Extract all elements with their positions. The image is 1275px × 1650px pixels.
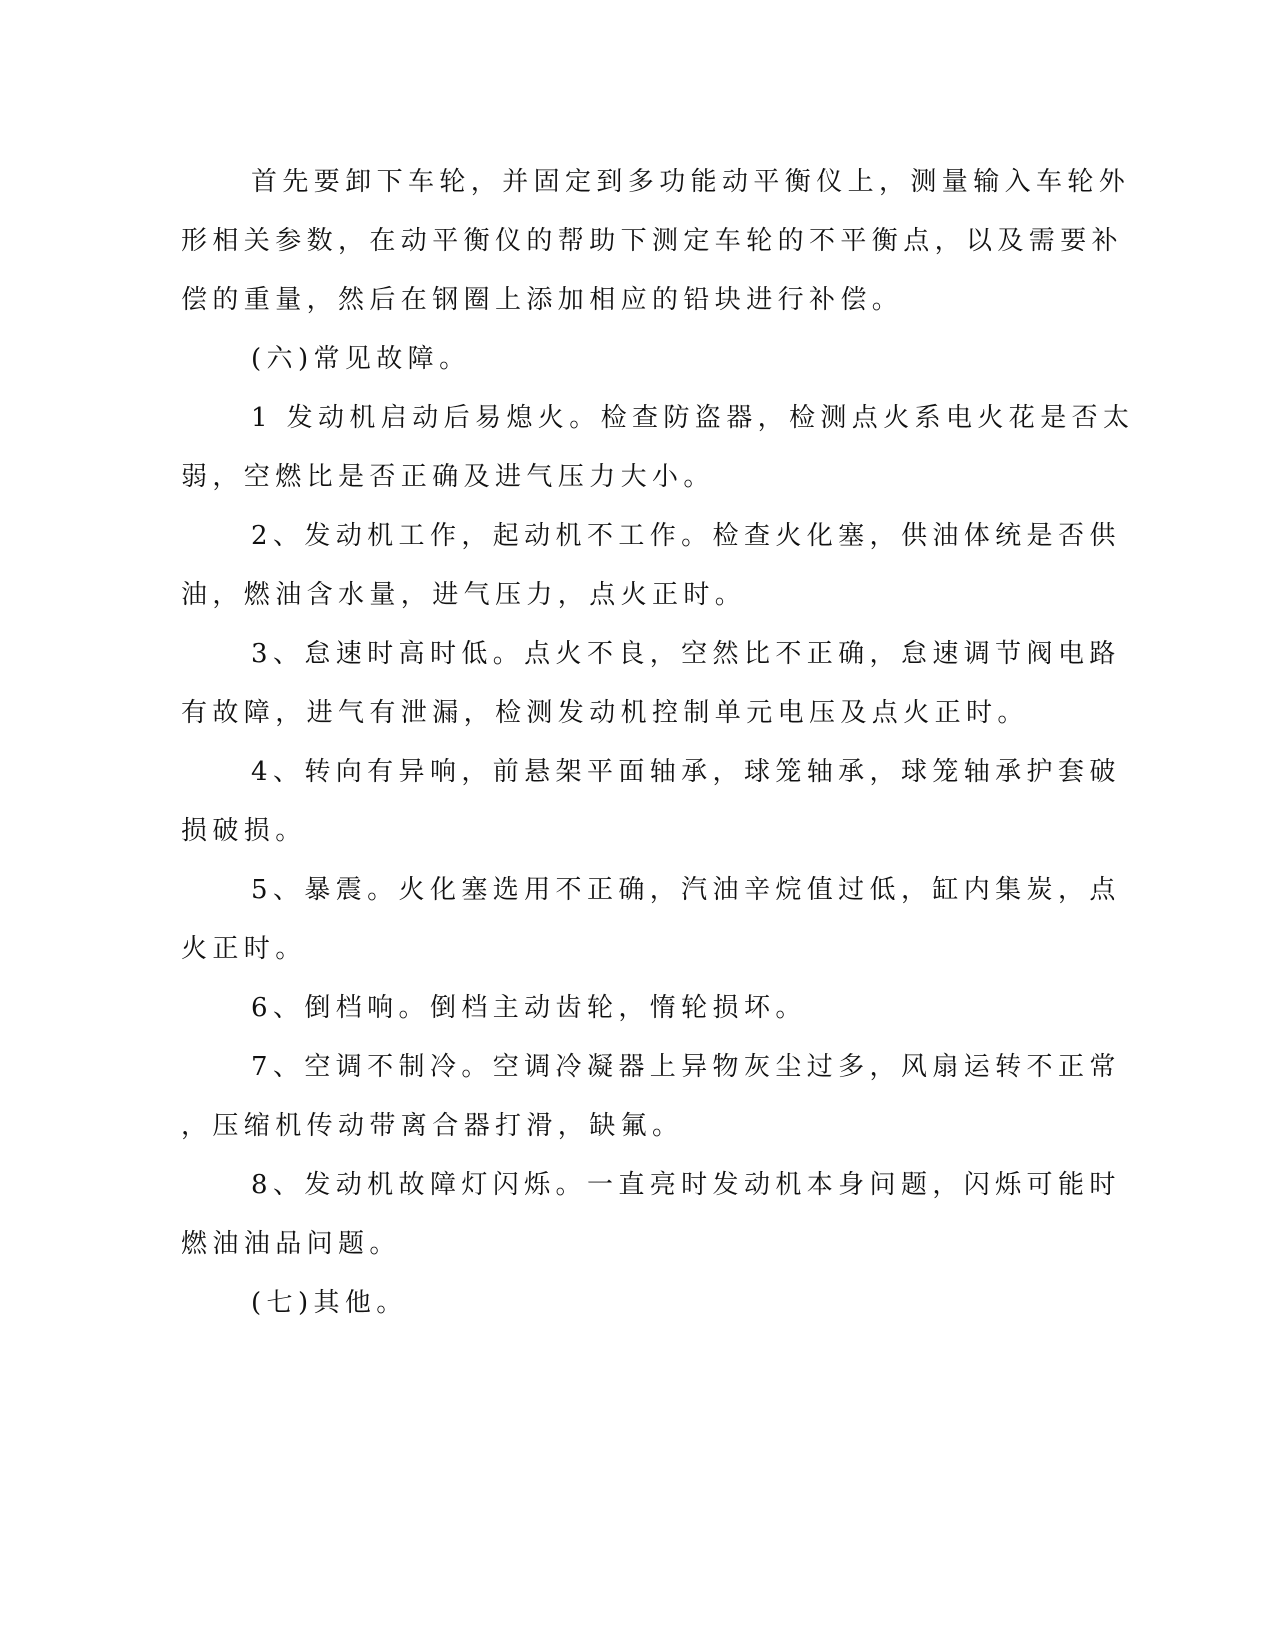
paragraph-line: 有故障，进气有泄漏，检测发动机控制单元电压及点火正时。 bbox=[181, 698, 1029, 728]
paragraph-line: 6、倒档响。倒档主动齿轮，惰轮损坏。 bbox=[251, 993, 807, 1023]
section-heading: (七)其他。 bbox=[251, 1288, 408, 1318]
paragraph-line: 8、发动机故障灯闪烁。一直亮时发动机本身问题，闪烁可能时 bbox=[251, 1170, 1121, 1200]
paragraph-line: 1 发动机启动后易熄火。检查防盗器，检测点火系电火花是否太 bbox=[251, 403, 1135, 433]
paragraph-line: ，压缩机传动带离合器打滑，缺氟。 bbox=[181, 1111, 684, 1141]
paragraph-line: 燃油油品问题。 bbox=[181, 1229, 401, 1259]
paragraph-line: 火正时。 bbox=[181, 934, 307, 964]
paragraph-line: 弱，空燃比是否正确及进气压力大小。 bbox=[181, 462, 715, 492]
paragraph-line: 形相关参数，在动平衡仪的帮助下测定车轮的不平衡点，以及需要补 bbox=[181, 226, 1124, 256]
paragraph-line: 偿的重量，然后在钢圈上添加相应的铅块进行补偿。 bbox=[181, 285, 904, 315]
paragraph-line: 5、暴震。火化塞选用不正确，汽油辛烷值过低，缸内集炭，点 bbox=[251, 875, 1121, 905]
paragraph-line: 首先要卸下车轮，并固定到多功能动平衡仪上，测量输入车轮外 bbox=[251, 167, 1131, 197]
paragraph-line: 7、空调不制冷。空调冷凝器上异物灰尘过多，风扇运转不正常 bbox=[251, 1052, 1121, 1082]
paragraph-line: 损破损。 bbox=[181, 816, 307, 846]
paragraph-line: 油，燃油含水量，进气压力，点火正时。 bbox=[181, 580, 747, 610]
paragraph-line: 3、怠速时高时低。点火不良，空然比不正确，怠速调节阀电路 bbox=[251, 639, 1121, 669]
section-heading: (六)常见故障。 bbox=[251, 344, 471, 374]
paragraph-line: 4、转向有异响，前悬架平面轴承，球笼轴承，球笼轴承护套破 bbox=[251, 757, 1121, 787]
paragraph-line: 2、发动机工作，起动机不工作。检查火化塞，供油体统是否供 bbox=[251, 521, 1121, 551]
